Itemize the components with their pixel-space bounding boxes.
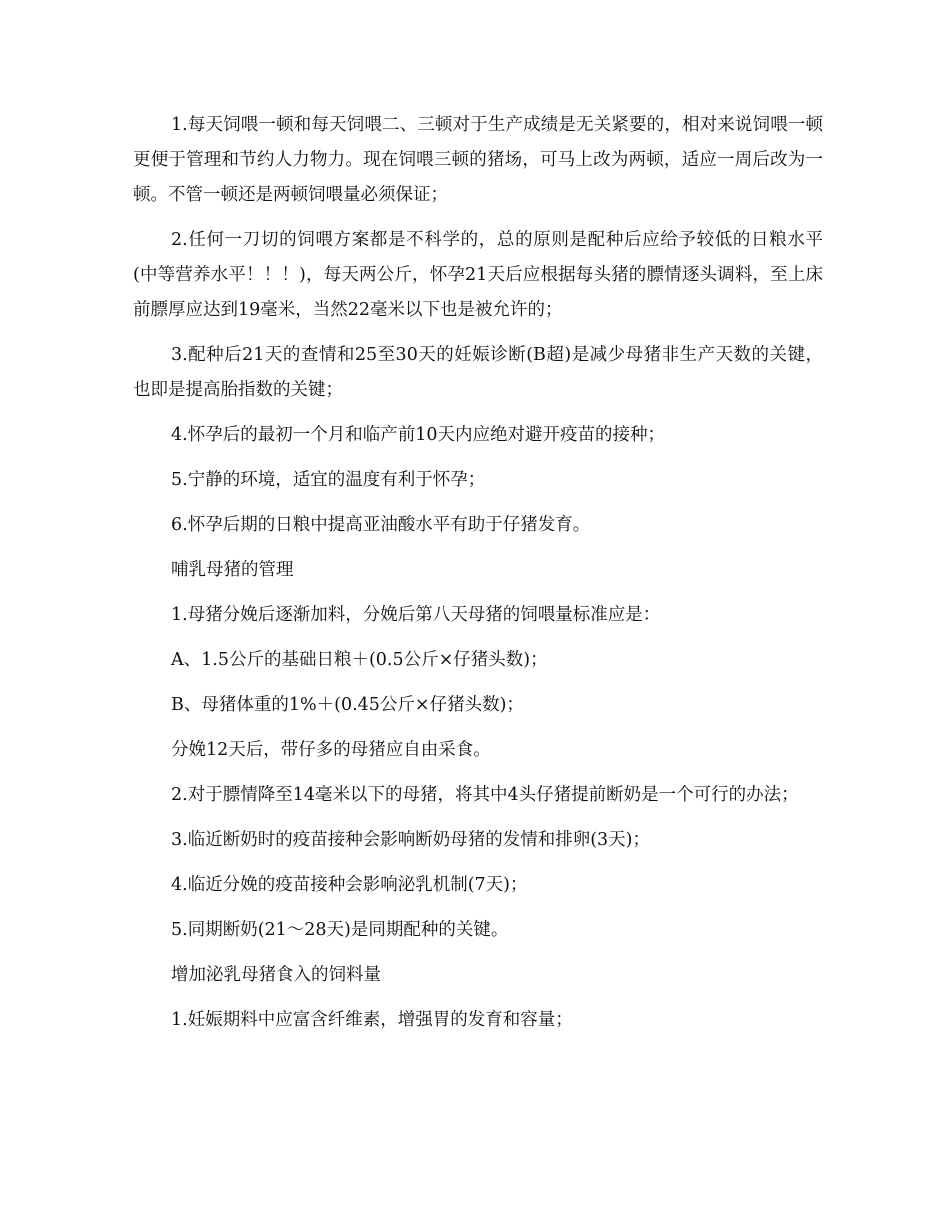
paragraph-early-weaning: 2.对于膘情降至14毫米以下的母猪，将其中4头仔猪提前断奶是一个可行的办法； [171,785,799,805]
paragraph-fiber-feed: 1.妊娠期料中应富含纤维素，增强胃的发育和容量； [171,1010,573,1030]
paragraph-feed-increase: 1.母猪分娩后逐渐加料，分娩后第八天母猪的饲喂量标准应是： [171,605,661,625]
section-heading-feed-intake: 增加泌乳母猪食入的饲料量 [171,965,381,985]
paragraph-environment: 5.宁静的环境，适宜的温度有利于怀孕； [171,470,486,490]
paragraph-linoleic-acid: 6.怀孕后期的日粮中提高亚油酸水平有助于仔猪发育。 [171,515,591,535]
paragraph-pregnancy-check: 3.配种后21天的查情和25至30天的妊娠诊断(B超)是减少母猪非生产天数的关键，也即是提高胎指数的关键； [133,345,823,400]
paragraph-vaccine-timing: 4.怀孕后的最初一个月和临产前10天内应绝对避开疫苗的接种； [171,425,665,445]
paragraph-free-feeding: 分娩12天后，带仔多的母猪应自由采食。 [171,740,491,760]
paragraph-weaning-vaccine: 3.临近断奶时的疫苗接种会影响断奶母猪的发情和排卵(3天)； [171,830,650,850]
section-heading-lactating-sow: 哺乳母猪的管理 [171,560,294,580]
paragraph-synchronized-weaning: 5.同期断奶(21～28天)是同期配种的关键。 [171,920,509,940]
paragraph-formula-a: A、1.5公斤的基础日粮＋(0.5公斤×仔猪头数)； [171,650,548,670]
paragraph-feeding-plan: 2.任何一刀切的饲喂方案都是不科学的，总的原则是配种后应给予较低的日粮水平(中等营养水平！！！)，每天两公斤，怀孕21天后应根据每头猪的膘情逐头调料，至上床前膘厚应达到19毫米，当然22毫米以下也是被允许的； [133,230,823,320]
paragraph-feeding-frequency: 1.每天饲喂一顿和每天饲喂二、三顿对于生产成绩是无关紧要的，相对来说饲喂一顿更便于管理和节约人力物力。现在饲喂三顿的猪场，可马上改为两顿，适应一周后改为一顿。不管一顿还是两顿饲喂量必须保证； [133,115,823,205]
paragraph-farrowing-vaccine: 4.临近分娩的疫苗接种会影响泌乳机制(7天)； [171,875,528,895]
paragraph-formula-b: B、母猪体重的1%＋(0.45公斤×仔猪头数)； [171,695,524,715]
document-body [133,108,823,1048]
